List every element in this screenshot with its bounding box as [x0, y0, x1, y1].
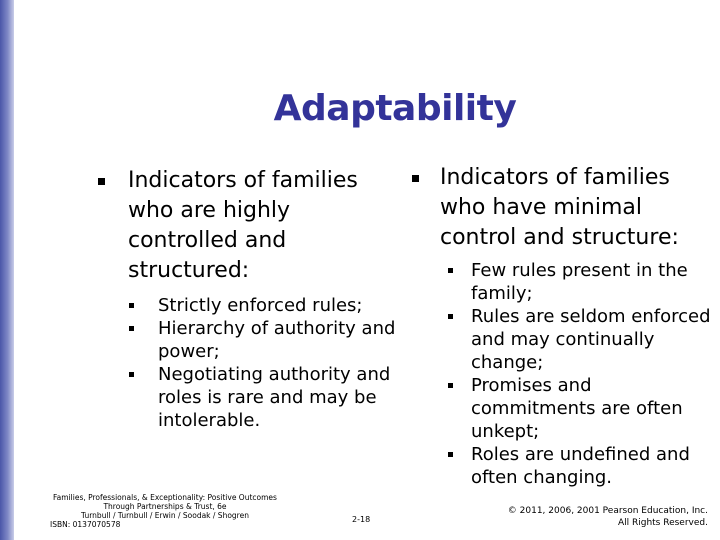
- square-bullet-icon: [129, 372, 134, 377]
- square-bullet-icon: [448, 268, 453, 273]
- list-item: [440, 305, 712, 374]
- square-bullet-icon: [448, 383, 453, 388]
- right-column: [412, 163, 712, 489]
- copyright-notice: [448, 505, 708, 529]
- book-title-line2: Through Partnerships & Trust, 6e: [103, 502, 227, 511]
- list-item-text: Few rules present in the family;: [471, 260, 688, 304]
- book-isbn: ISBN: 0137070578: [50, 520, 121, 529]
- list-item: [440, 374, 712, 443]
- copyright-line: © 2011, 2006, 2001 Pearson Education, Inc.: [507, 506, 708, 516]
- left-heading: Indicators of families who are highly controlled and structured:: [128, 168, 358, 283]
- right-main-bullet: [412, 163, 712, 253]
- list-item-text: Rules are seldom enforced and may continually change;: [471, 306, 711, 373]
- list-item: [128, 363, 398, 432]
- list-item: [440, 443, 712, 489]
- square-bullet-icon: [129, 326, 134, 331]
- book-citation: [50, 493, 280, 529]
- square-bullet-icon: [448, 314, 453, 319]
- slide-title: Adaptability: [273, 88, 517, 129]
- list-item: [128, 317, 398, 363]
- left-sub-list: [128, 294, 398, 432]
- list-item-text: Negotiating authority and roles is rare and may be intolerable.: [158, 364, 391, 431]
- list-item-text: Promises and commitments are often unkept;: [471, 375, 683, 442]
- page-number: 2-18: [352, 515, 371, 524]
- square-bullet-icon: [98, 178, 105, 185]
- left-main-bullet: [98, 166, 398, 286]
- book-authors: Turnbull / Turnbull / Erwin / Soodak / Shogren: [81, 511, 249, 520]
- list-item: [128, 294, 398, 317]
- list-item: [440, 259, 712, 305]
- right-sub-list: [440, 259, 712, 489]
- decorative-side-bar: [0, 0, 14, 540]
- square-bullet-icon: [412, 175, 419, 182]
- list-item-text: Strictly enforced rules;: [158, 295, 363, 316]
- rights-line: All Rights Reserved.: [617, 518, 708, 528]
- list-item-text: Roles are undefined and often changing.: [471, 444, 690, 488]
- list-item-text: Hierarchy of authority and power;: [158, 318, 396, 362]
- right-heading: Indicators of families who have minimal control and structure:: [440, 165, 679, 250]
- book-title-line1: Families, Professionals, & Exceptionality: Positive Outcomes: [53, 493, 277, 502]
- left-column: [98, 166, 398, 432]
- square-bullet-icon: [448, 452, 453, 457]
- square-bullet-icon: [129, 303, 134, 308]
